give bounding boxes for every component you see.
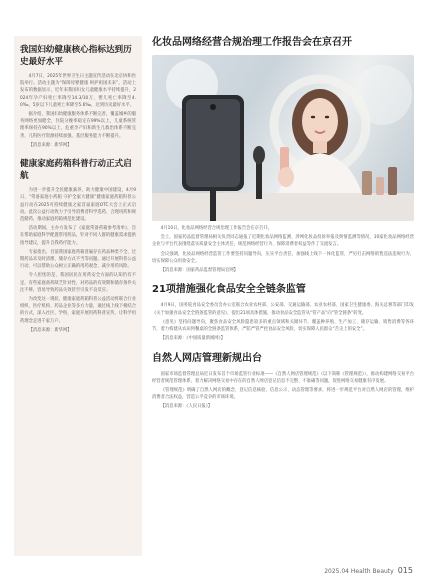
right-column <box>152 36 414 420</box>
article-title-online-stores: 自然人网店管理新规出台 <box>152 352 262 364</box>
paragraph: 4月10日，化妆品网络经营合规治理工作报告会在京召开。 <box>160 226 272 231</box>
article-source: 【消息来源：新华网】 <box>28 327 72 333</box>
article-title-maternal-health: 我国妇幼健康核心指标达到历史最好水平 <box>20 45 132 67</box>
paragraph: 《意见》坚持问题导向，聚焦食品安全风险隐患较多的重点领域和关键环节，覆盖种养殖、生产加工、储存运输、销售消费等各环节，着力构建从农田到餐桌的全链条监管体系，严防严管严控食品安全风险，切实保障人民群众“舌尖上的安全”。 <box>152 319 414 333</box>
issue-label: 2025.04 Health Beauty <box>324 568 394 575</box>
paragraph: 专家指出，目前我国家庭药箱普遍存在药品种类不全、过期药品未及时清理、储存方式不当等问题。通过开展科普公益行动，可以帮助公众树立正确的用药观念，减少用药风险。 <box>20 249 137 270</box>
paragraph: 活动期间，主办方发布了《家庭常备药箱参考清单》，旨在帮助家庭科学配置常用药品，针对不同人群的健康需求提供指导建议，提升自我药疗能力。 <box>20 226 137 246</box>
livestream-illustration <box>152 55 414 221</box>
paragraph: 国家市场监督管理总局近日发布首个市场监管行业标准——《自然人网店管理规范》（以下简称《管理规范》），推动构建网络交易平台经营者规范管理体系，着力解决网络交易中存在的自然人网店登记信息不完整、不准确等问题，促进网络交易健康有序发展。 <box>152 371 414 384</box>
left-column <box>14 36 142 556</box>
paragraph: 为进一步提升全民健康素养，助力健康中国建设，4月9日，“常备家庭小药箱 守护全家大健康”健康家庭药箱科普公益行动在2025可持续健康之家首届家庭OTC大会上正式启动。此次公益行动致力于引导消费者科学选药、合理用药和规范储药，推动家庭药箱规范化建设。 <box>20 188 137 223</box>
article-source: 【消息来源：新华网】 <box>28 142 72 148</box>
article-source: 【消息来源：国家药品监督管理局官网】 <box>160 268 238 274</box>
article-title-medicine-box: 健康家庭药箱科普行动正式启航 <box>20 159 132 182</box>
paragraph: 4月7日，2025年世界卫生日主题宣传活动在北京协和医院举行。活动主题为“保障母婴健康 呵护祖国未来”。活动上发布的数据显示，近年来我国妇女儿童健康水平持续提升，2024年孕产妇死亡率降至14.3/10万，婴儿死亡率降至4.0‰，5岁以下儿童死亡率降至5.6‰，达到历史最好水平。 <box>20 74 136 108</box>
paragraph: 会议强调，化妆品网络经营监管工作要坚持问题导向，压实平台责任，加强线上线下一体化监管，严厉打击网络销售违法违规行为，切实保障公众用妆安全。 <box>152 251 414 264</box>
page-number: 015 <box>397 566 413 575</box>
article-title-food-safety: 21项措施强化食品安全全链条监管 <box>152 284 306 296</box>
article-source: 【消息来源：《人民日报》】 <box>160 404 213 410</box>
paragraph: 4月9日，国务院食品安全委员会办公室联合农业农村部、公安部、交通运输部、农业农村部、国家卫生健康委、海关总署等部门印发《关于加强食品安全全链条监管的意见》，提出21项具体措施，推动食品安全监管从“管产品”向“管全链条”转变。 <box>152 303 414 316</box>
article-title-cosmetics: 化妆品网络经营合规治理工作报告会在京召开 <box>152 37 352 48</box>
page-footer <box>324 566 413 575</box>
paragraph: 据介绍，我国妇幼健康服务体系不断完善，覆盖城乡的服务网络更加健全，住院分娩率稳定在99%以上，儿童系统管理率保持在90%以上，危重孕产妇和新生儿救治体系不断完善，儿科医疗资源持续加强，基层服务能力不断提升。 <box>20 112 137 139</box>
paragraph: 为改变这一现状，健康家庭药箱科普公益活动将联合行业组织、医疗机构、药品企业等多方力量，通过线上线下相结合的方式，深入社区、学校、家庭开展用药科普宣传，让科学用药理念走进千家万户。 <box>20 297 137 324</box>
livestream-photo <box>152 55 414 221</box>
paragraph: 令人担忧的是，我国居民在用药安全方面的认知仍有不足，有些家庭备药缺乏针对性，对药品的有效期和储存条件关注不够，容易导致药品失效甚至引发不良反应。 <box>20 273 137 293</box>
article-source: 【消息来源：《中国质量新闻网》】 <box>160 336 226 342</box>
paragraph: 《管理规范》明确了自然人网店的概念、登记信息核验、信息公示、动态管理等要求，将进一步规范平台对自然人网店的管理，维护消费者合法权益，营造公平竞争的市场环境。 <box>152 388 414 401</box>
paragraph: 会上，国家药品监督管理局相关负责同志通报了近期化妆品网络监测、涉网化妆品投诉举报及舆情监测等情况，10家化妆品网络经营企业与平台代表围绕落实质量安全主体责任、规范网络经营行为、保障消费者权益等作了交流发言。 <box>152 235 414 248</box>
